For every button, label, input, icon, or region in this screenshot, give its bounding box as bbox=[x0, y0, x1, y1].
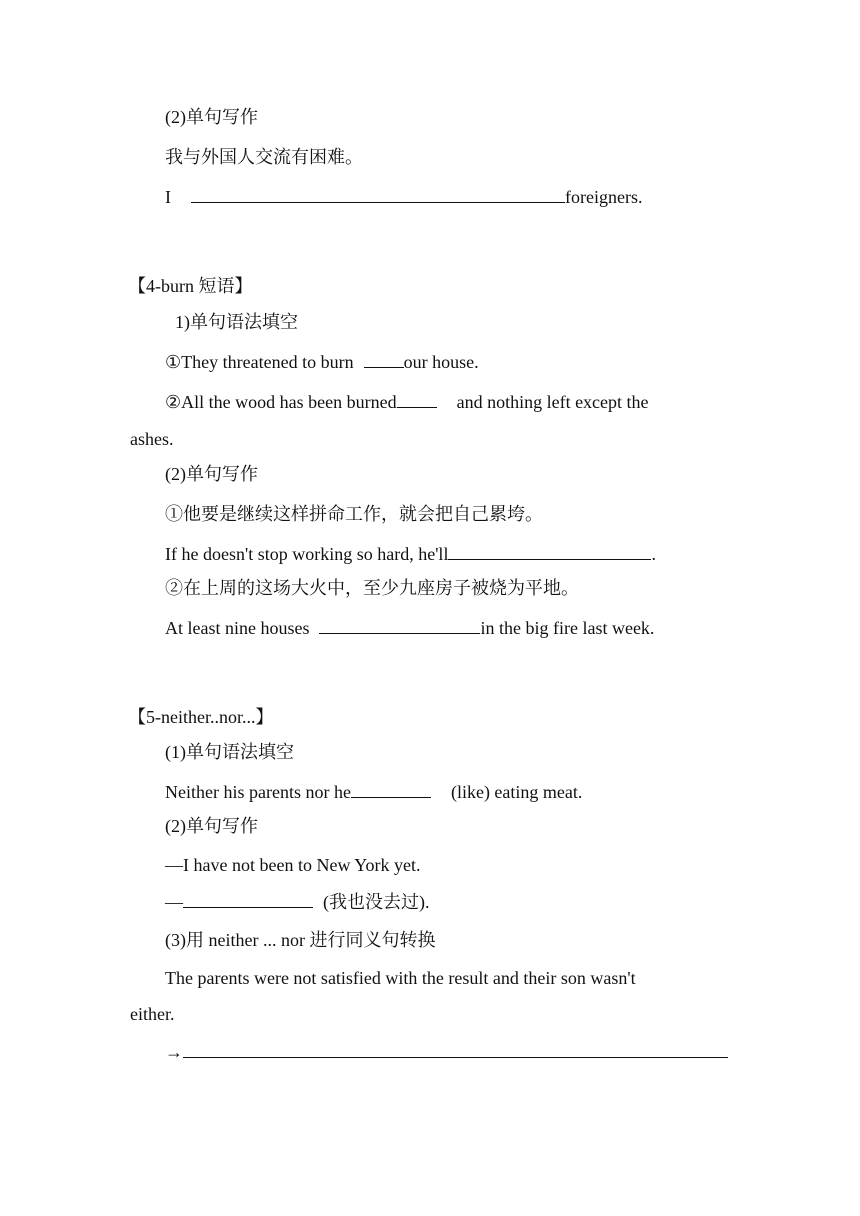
sentence-start: I bbox=[165, 187, 171, 207]
grammar-heading: 1)单句语法填空 bbox=[175, 312, 298, 332]
question-text: (like) eating meat. bbox=[450, 782, 583, 802]
arrow-icon: → bbox=[165, 1042, 183, 1062]
question-2-continuation: ashes. bbox=[130, 429, 174, 449]
sentence-end: foreigners. bbox=[565, 187, 643, 207]
dialog-line-2 bbox=[165, 890, 430, 913]
sentence-end: . bbox=[651, 544, 656, 564]
writing-sentence-1 bbox=[165, 542, 656, 565]
question-1 bbox=[165, 350, 479, 373]
answer-blank[interactable] bbox=[183, 1040, 728, 1058]
writing-prompt-2: ②在上周的这场大火中，至少九座房子被烧为平地。 bbox=[165, 578, 579, 598]
grammar-heading: (1)单句语法填空 bbox=[165, 742, 294, 762]
rewrite-source-continuation: either. bbox=[130, 1004, 175, 1024]
writing-heading: (2)单句写作 bbox=[165, 816, 258, 836]
question-text: ②All the wood has been burned bbox=[165, 392, 397, 412]
question-text: ①They threatened to burn bbox=[165, 352, 354, 372]
rewrite-answer bbox=[165, 1040, 728, 1063]
question-text: and nothing left except the bbox=[456, 392, 649, 412]
rewrite-heading: (3)用 neither ... nor 进行同义句转换 bbox=[165, 930, 436, 950]
writing-sentence-2 bbox=[165, 616, 654, 639]
answer-blank[interactable] bbox=[364, 350, 404, 368]
grammar-question-1 bbox=[165, 780, 582, 803]
writing-heading: (2)单句写作 bbox=[165, 107, 258, 127]
writing-heading: (2)单句写作 bbox=[165, 464, 258, 484]
sentence-start: If he doesn't stop working so hard, he'll bbox=[165, 544, 449, 564]
answer-blank[interactable] bbox=[191, 185, 565, 203]
question-text: our house. bbox=[403, 352, 479, 372]
rewrite-source: The parents were not satisfied with the result and their son wasn't bbox=[165, 968, 636, 988]
dialog-line-1: —I have not been to New York yet. bbox=[165, 855, 421, 875]
writing-sentence bbox=[165, 185, 642, 208]
answer-blank[interactable] bbox=[397, 390, 437, 408]
section-heading-burn: 【4-burn 短语】 bbox=[128, 276, 253, 296]
dash: — bbox=[165, 892, 183, 912]
question-text: Neither his parents nor he bbox=[165, 782, 351, 802]
sentence-start: At least nine houses bbox=[165, 618, 310, 638]
answer-blank[interactable] bbox=[319, 616, 480, 634]
answer-blank[interactable] bbox=[351, 780, 431, 798]
answer-blank[interactable] bbox=[448, 542, 651, 560]
answer-blank[interactable] bbox=[183, 890, 313, 908]
writing-prompt-1: ①他要是继续这样拼命工作，就会把自己累垮。 bbox=[165, 504, 543, 524]
sentence-end: in the big fire last week. bbox=[480, 618, 655, 638]
section-heading-neither-nor: 【5-neither..nor...】 bbox=[128, 707, 274, 727]
question-2 bbox=[165, 390, 649, 413]
dialog-hint: (我也没去过). bbox=[323, 892, 430, 912]
writing-prompt: 我与外国人交流有困难。 bbox=[165, 147, 363, 167]
